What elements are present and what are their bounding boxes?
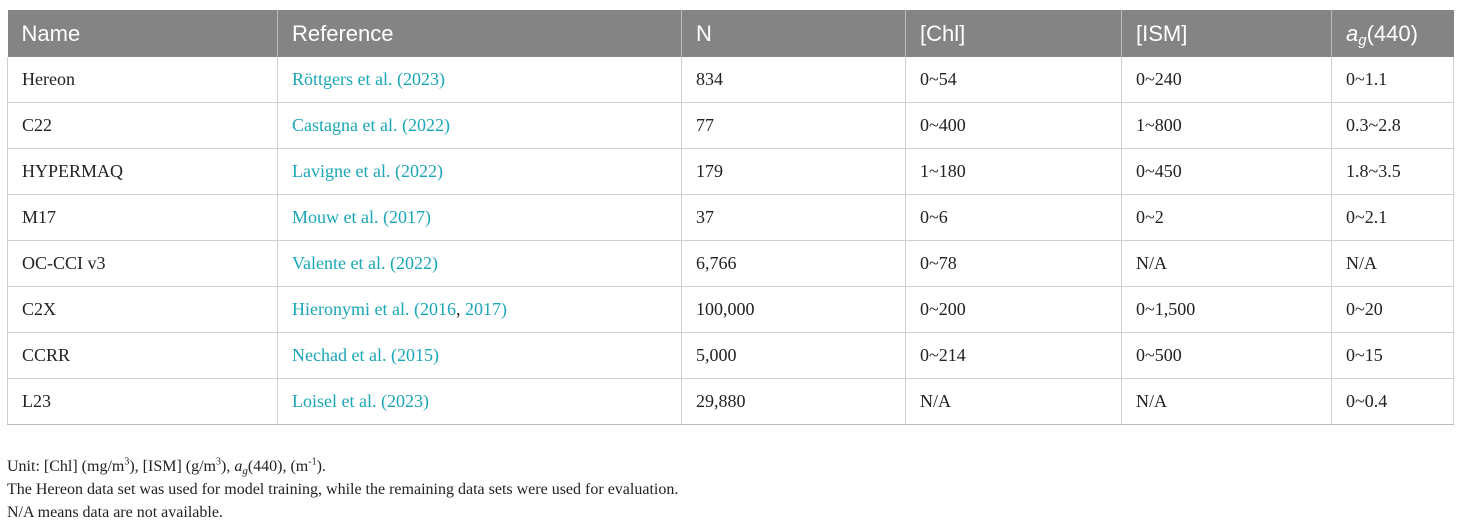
table-row	[8, 333, 1454, 379]
header-ag440	[1332, 10, 1454, 57]
cell-ag440: 0~0.4	[1332, 379, 1454, 425]
cell-chl: 0~78	[906, 241, 1122, 287]
unit-ag-symbol: a	[234, 458, 243, 475]
cell-ag440: 0~15	[1332, 333, 1454, 379]
unit-exponent: 3	[215, 456, 221, 468]
cell-reference	[278, 379, 682, 425]
table-row	[8, 241, 1454, 287]
header-name: Name	[8, 10, 278, 57]
cell-reference	[278, 241, 682, 287]
cell-ism: N/A	[1122, 379, 1332, 425]
cell-ag440: N/A	[1332, 241, 1454, 287]
datasets-table	[7, 10, 1454, 425]
header-reference: Reference	[278, 10, 682, 57]
cell-chl: N/A	[906, 379, 1122, 425]
cell-reference	[278, 149, 682, 195]
cell-ism: 0~240	[1122, 57, 1332, 103]
cell-ism: 0~1,500	[1122, 287, 1332, 333]
reference-link[interactable]: Valente et al. (2022)	[292, 253, 438, 273]
cell-chl: 0~6	[906, 195, 1122, 241]
table-header-row	[8, 10, 1454, 57]
unit-text: ), [ISM] (g/m	[129, 458, 216, 475]
reference-link[interactable]: Castagna et al. (2022)	[292, 115, 450, 135]
cell-ism: 1~800	[1122, 103, 1332, 149]
cell-name: OC-CCI v3	[8, 241, 278, 287]
header-ag-wavelength: (440)	[1366, 20, 1418, 46]
table-footnotes	[7, 455, 678, 524]
cell-n: 29,880	[682, 379, 906, 425]
cell-reference	[278, 195, 682, 241]
table-row	[8, 149, 1454, 195]
cell-name: C22	[8, 103, 278, 149]
cell-n: 834	[682, 57, 906, 103]
cell-ag440: 0~2.1	[1332, 195, 1454, 241]
header-ag-symbol: a	[1346, 20, 1359, 46]
cell-n: 179	[682, 149, 906, 195]
cell-ag440: 1.8~3.5	[1332, 149, 1454, 195]
unit-ag-subscript: g	[242, 465, 248, 477]
cell-ism: N/A	[1122, 241, 1332, 287]
cell-chl: 0~200	[906, 287, 1122, 333]
cell-chl: 0~400	[906, 103, 1122, 149]
reference-link[interactable]: 2017	[464, 299, 501, 319]
reference-link[interactable]: Hieronymi et al. (2016	[292, 299, 456, 319]
header-n: N	[682, 10, 906, 57]
cell-ag440: 0.3~2.8	[1332, 103, 1454, 149]
header-ism: [ISM]	[1122, 10, 1332, 57]
cell-reference	[278, 57, 682, 103]
cell-ism: 0~500	[1122, 333, 1332, 379]
cell-reference	[278, 333, 682, 379]
unit-exponent: 3	[124, 456, 130, 468]
table-row	[8, 57, 1454, 103]
cell-n: 77	[682, 103, 906, 149]
cell-ism: 0~2	[1122, 195, 1332, 241]
cell-name: L23	[8, 379, 278, 425]
unit-text: (440), (m	[247, 458, 309, 475]
cell-reference	[278, 103, 682, 149]
cell-n: 6,766	[682, 241, 906, 287]
reference-separator: ,	[455, 299, 465, 319]
cell-n: 37	[682, 195, 906, 241]
footnote-units	[7, 455, 678, 478]
footnote-na: N/A means data are not available.	[7, 504, 223, 521]
cell-reference	[278, 287, 682, 333]
cell-name: M17	[8, 195, 278, 241]
unit-text: Unit: [Chl] (mg/m	[7, 458, 125, 475]
header-ag-subscript: g	[1358, 31, 1367, 49]
datasets-table-container	[7, 10, 1453, 425]
cell-name: HYPERMAQ	[8, 149, 278, 195]
reference-link[interactable]: Lavigne et al. (2022)	[292, 161, 443, 181]
cell-chl: 0~54	[906, 57, 1122, 103]
table-row	[8, 287, 1454, 333]
cell-name: Hereon	[8, 57, 278, 103]
footnote-usage: The Hereon data set was used for model training, while the remaining data sets were used for evaluation.	[7, 481, 679, 498]
reference-link[interactable]: Loisel et al. (2023)	[292, 391, 429, 411]
unit-text: ),	[220, 458, 235, 475]
cell-name: C2X	[8, 287, 278, 333]
cell-chl: 0~214	[906, 333, 1122, 379]
cell-chl: 1~180	[906, 149, 1122, 195]
unit-exponent: -1	[308, 456, 317, 468]
cell-name: CCRR	[8, 333, 278, 379]
cell-ag440: 0~1.1	[1332, 57, 1454, 103]
cell-n: 5,000	[682, 333, 906, 379]
table-row	[8, 103, 1454, 149]
reference-close: )	[500, 299, 507, 319]
cell-n: 100,000	[682, 287, 906, 333]
table-row	[8, 195, 1454, 241]
cell-ism: 0~450	[1122, 149, 1332, 195]
reference-link[interactable]: Mouw et al. (2017)	[292, 207, 431, 227]
table-row	[8, 379, 1454, 425]
reference-link[interactable]: Röttgers et al. (2023)	[292, 69, 445, 89]
header-chl: [Chl]	[906, 10, 1122, 57]
cell-ag440: 0~20	[1332, 287, 1454, 333]
unit-text: ).	[316, 458, 326, 475]
reference-link[interactable]: Nechad et al. (2015)	[292, 345, 439, 365]
